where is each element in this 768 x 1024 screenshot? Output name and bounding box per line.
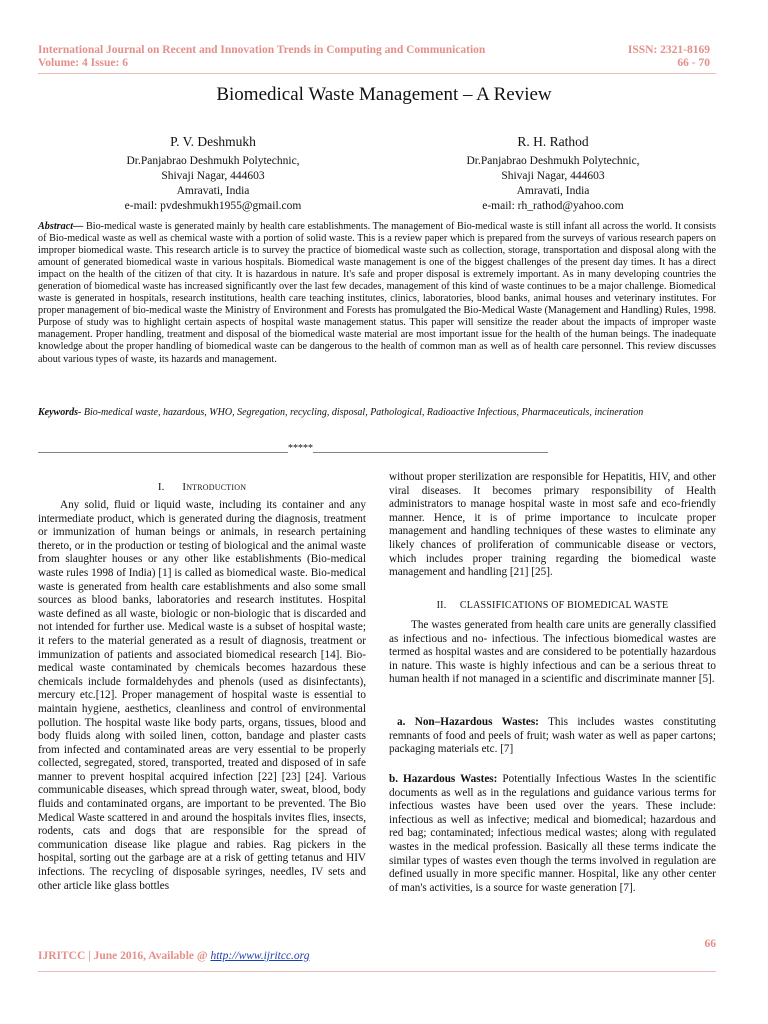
keywords-text: Bio-medical waste, hazardous, WHO, Segregation, recycling, disposal, Pathological, Radioactive Infectious, Pharmaceuticals, incineration xyxy=(81,407,644,418)
author-block-1 xyxy=(88,134,338,214)
author-address: Shivaji Nagar, 444603 xyxy=(161,170,265,182)
author-city: Amravati, India xyxy=(176,185,250,197)
subsection-a-text: This includes wastes constituting remnants of food and peels of fruit; wash water as well as paper cartons; packaging materials etc. [7] xyxy=(389,716,716,756)
subsection-b-text: Potentially Infectious Wastes In the scientific documents as well as in the regulations and guidance various terms for infectious wastes have been used over the years. These include: infectious as well as infective; medical and biomedical; hazardous and red bag; contaminated; infectious medical wastes; along with regulated wastes in the medical profession. Basically all these terms indicate the similar types of wastes even though the terms involved in regulation are defined usually in more specific manner. Hospital, like any other center of man's activities, is a source for waste generation [7]. xyxy=(389,773,716,894)
section-1-body: Any solid, fluid or liquid waste, including its container and any intermediate product, which is generated during the diagnosis, treatment or immunization of human beings or animals, in research pertaining thereto, or in the production or testing of biological and the animal waste from slaughter houses or any other like establishments (Bio-medical waste rules 1998 of India) [1] is called as biomedical waste. Bio-medical waste is generated from health care establishments and also some small sources as blood banks, laboratories and research institutes. Hospital waste defined as all waste, biologic or non-biologic that is discarded and not intended for further use. Medical waste is a subset of hospital waste; it refers to the material generated as a result of diagnosis, treatment or immunization of patients and associated biomedical research [14]. Bio-medical waste contaminated by chemicals becomes hazardous these chemicals include formaldehydes and phenols (used as disinfectants), mercury etc.[12]. Proper management of hospital waste is essential to maintain hygiene, aesthetics, cleanliness and control of environmental pollution. The hospital waste like body parts, organs, tissues, blood and body fluids along with soiled linen, cotton, bandage and plaster casts from infected and contaminated areas are very essential to be properly collected, segregated, stored, transported, treated and disposed of in safe manner to prevent hospital acquired infection [22] [23] [24]. Various communicable diseases, which spread through water, sweat, blood, body fluids and contaminated organs, are important to be prevented. The Bio Medical Waste scattered in and around the hospitals invites flies, insects, rodents, cats and dogs that are responsible for the spread of communication disease like plague and rabies. Rag pickers in the hospital, sorting out the garbage are at a risk of getting tetanus and HIV infections. The recycling of disposable syringes, needles, IV sets and other article like glass bottles xyxy=(38,499,366,892)
page-range: 66 - 70 xyxy=(677,57,710,69)
header-rule xyxy=(38,73,716,74)
subsection-a-label: a. Non–Hazardous Wastes: xyxy=(397,716,539,728)
footer-text: IJRITCC | June 2016, Available @ xyxy=(38,950,211,962)
journal-url-link[interactable]: http://www.ijritcc.org xyxy=(210,950,310,962)
subsection-b-label: b. Hazardous Wastes: xyxy=(389,773,498,785)
author-institution: Dr.Panjabrao Deshmukh Polytechnic, xyxy=(126,155,300,167)
section-2-heading xyxy=(389,600,716,611)
author-city: Amravati, India xyxy=(516,185,590,197)
abstract-text: Bio-medical waste is generated mainly by health care establishments. The management of Bio-medical waste is still infant all across the world. It consists of Bio-medical waste as well as chemical waste with a portion of solid waste. This is a review paper which is prepared from the surveys of various research papers on improper biomedical waste. This research article is to survey the practice of biomedical waste such as collection, storage, transportation and disposal along with the amount of generated biomedical waste in various hospitals. Biomedical waste management is one of the biggest challenges of the present day times. It has a direct impact on the health of the citizen of that city. It is hazardous in nature. It's safe and proper disposal is extremely important. As in many developing countries the generation of biomedical waste has increased significantly over the last few decades, management of this kind of waste continues to be a major challenge. Biomedical waste is generated in hospitals, research institutions, health care teaching institutes, clinics, laboratories, blood banks, animal houses and veterinary institutes. For proper management of bio-medical waste the Ministry of Environment and Forests has promulgated the Bio-Medical Waste (Management and Handling) Rules, 1998. Purpose of study was to highlight certain aspects of hospital waste management status. This paper will sensitize the reader about the impacts of improper waste management. Proper handling, treatment and disposal of the biomedical waste material are most important issue for the health of the human beings. The inadequate knowledge about the proper handling of biomedical waste can be dangerous to the health of common man as well as of health care personnel. This review discusses about various types of waste, its hazards and management. xyxy=(38,221,716,365)
keywords xyxy=(38,407,716,420)
author-name: R. H. Rathod xyxy=(517,134,589,149)
journal-name: International Journal on Recent and Innovation Trends in Computing and Communication xyxy=(38,44,486,56)
section-title: CLASSIFICATIONS OF BIOMEDICAL WASTE xyxy=(459,600,669,611)
author-email: e-mail: rh_rathod@yahoo.com xyxy=(482,200,624,212)
section-number: I. xyxy=(157,481,165,493)
subsection-a xyxy=(389,716,716,757)
paper-title: Biomedical Waste Management – A Review xyxy=(216,84,552,105)
author-email: e-mail: pvdeshmukh1955@gmail.com xyxy=(124,200,302,212)
right-column-continuation: without proper sterilization are responsible for Hepatitis, HIV, and other viral diseases. It becomes primary responsibility of Health administrators to manage hospital waste in most safe and eco-friendly manner. Hence, it is of prime importance to inculcate proper management and handling techniques of these wastes to eliminate any likely chances of proliferation of communicable disease or vectors, which includes proper training regarding the biomedical waste management and handling [21] [25]. xyxy=(389,471,716,579)
abstract xyxy=(38,221,716,366)
author-block-2 xyxy=(428,134,678,214)
separator: __________________________________________________*****_______________________________________________ xyxy=(38,443,548,454)
section-title: Introduction xyxy=(182,481,247,493)
author-name: P. V. Deshmukh xyxy=(170,134,256,149)
page-number: 66 xyxy=(704,938,716,950)
footer xyxy=(38,950,309,962)
volume: Volume: 4 Issue: 6 xyxy=(38,57,128,69)
subsection-b xyxy=(389,773,716,895)
keywords-label: Keywords- xyxy=(38,407,82,418)
footer-rule xyxy=(38,971,716,972)
section-number: II. xyxy=(436,600,447,611)
section-1-heading xyxy=(38,481,366,493)
abstract-label: Abstract— xyxy=(38,221,84,232)
section-2-body: The wastes generated from health care units are generally classified as infectious and no- infectious. The infectious biomedical wastes are termed as hospital wastes and are considered to be potentially hazardous in nature. This waste is highly infectious and can be a serious threat to human health if not managed in a scientific and discriminate manner [5]. xyxy=(389,619,716,686)
author-address: Shivaji Nagar, 444603 xyxy=(501,170,605,182)
author-institution: Dr.Panjabrao Deshmukh Polytechnic, xyxy=(466,155,640,167)
issn: ISSN: 2321-8169 xyxy=(627,44,710,56)
